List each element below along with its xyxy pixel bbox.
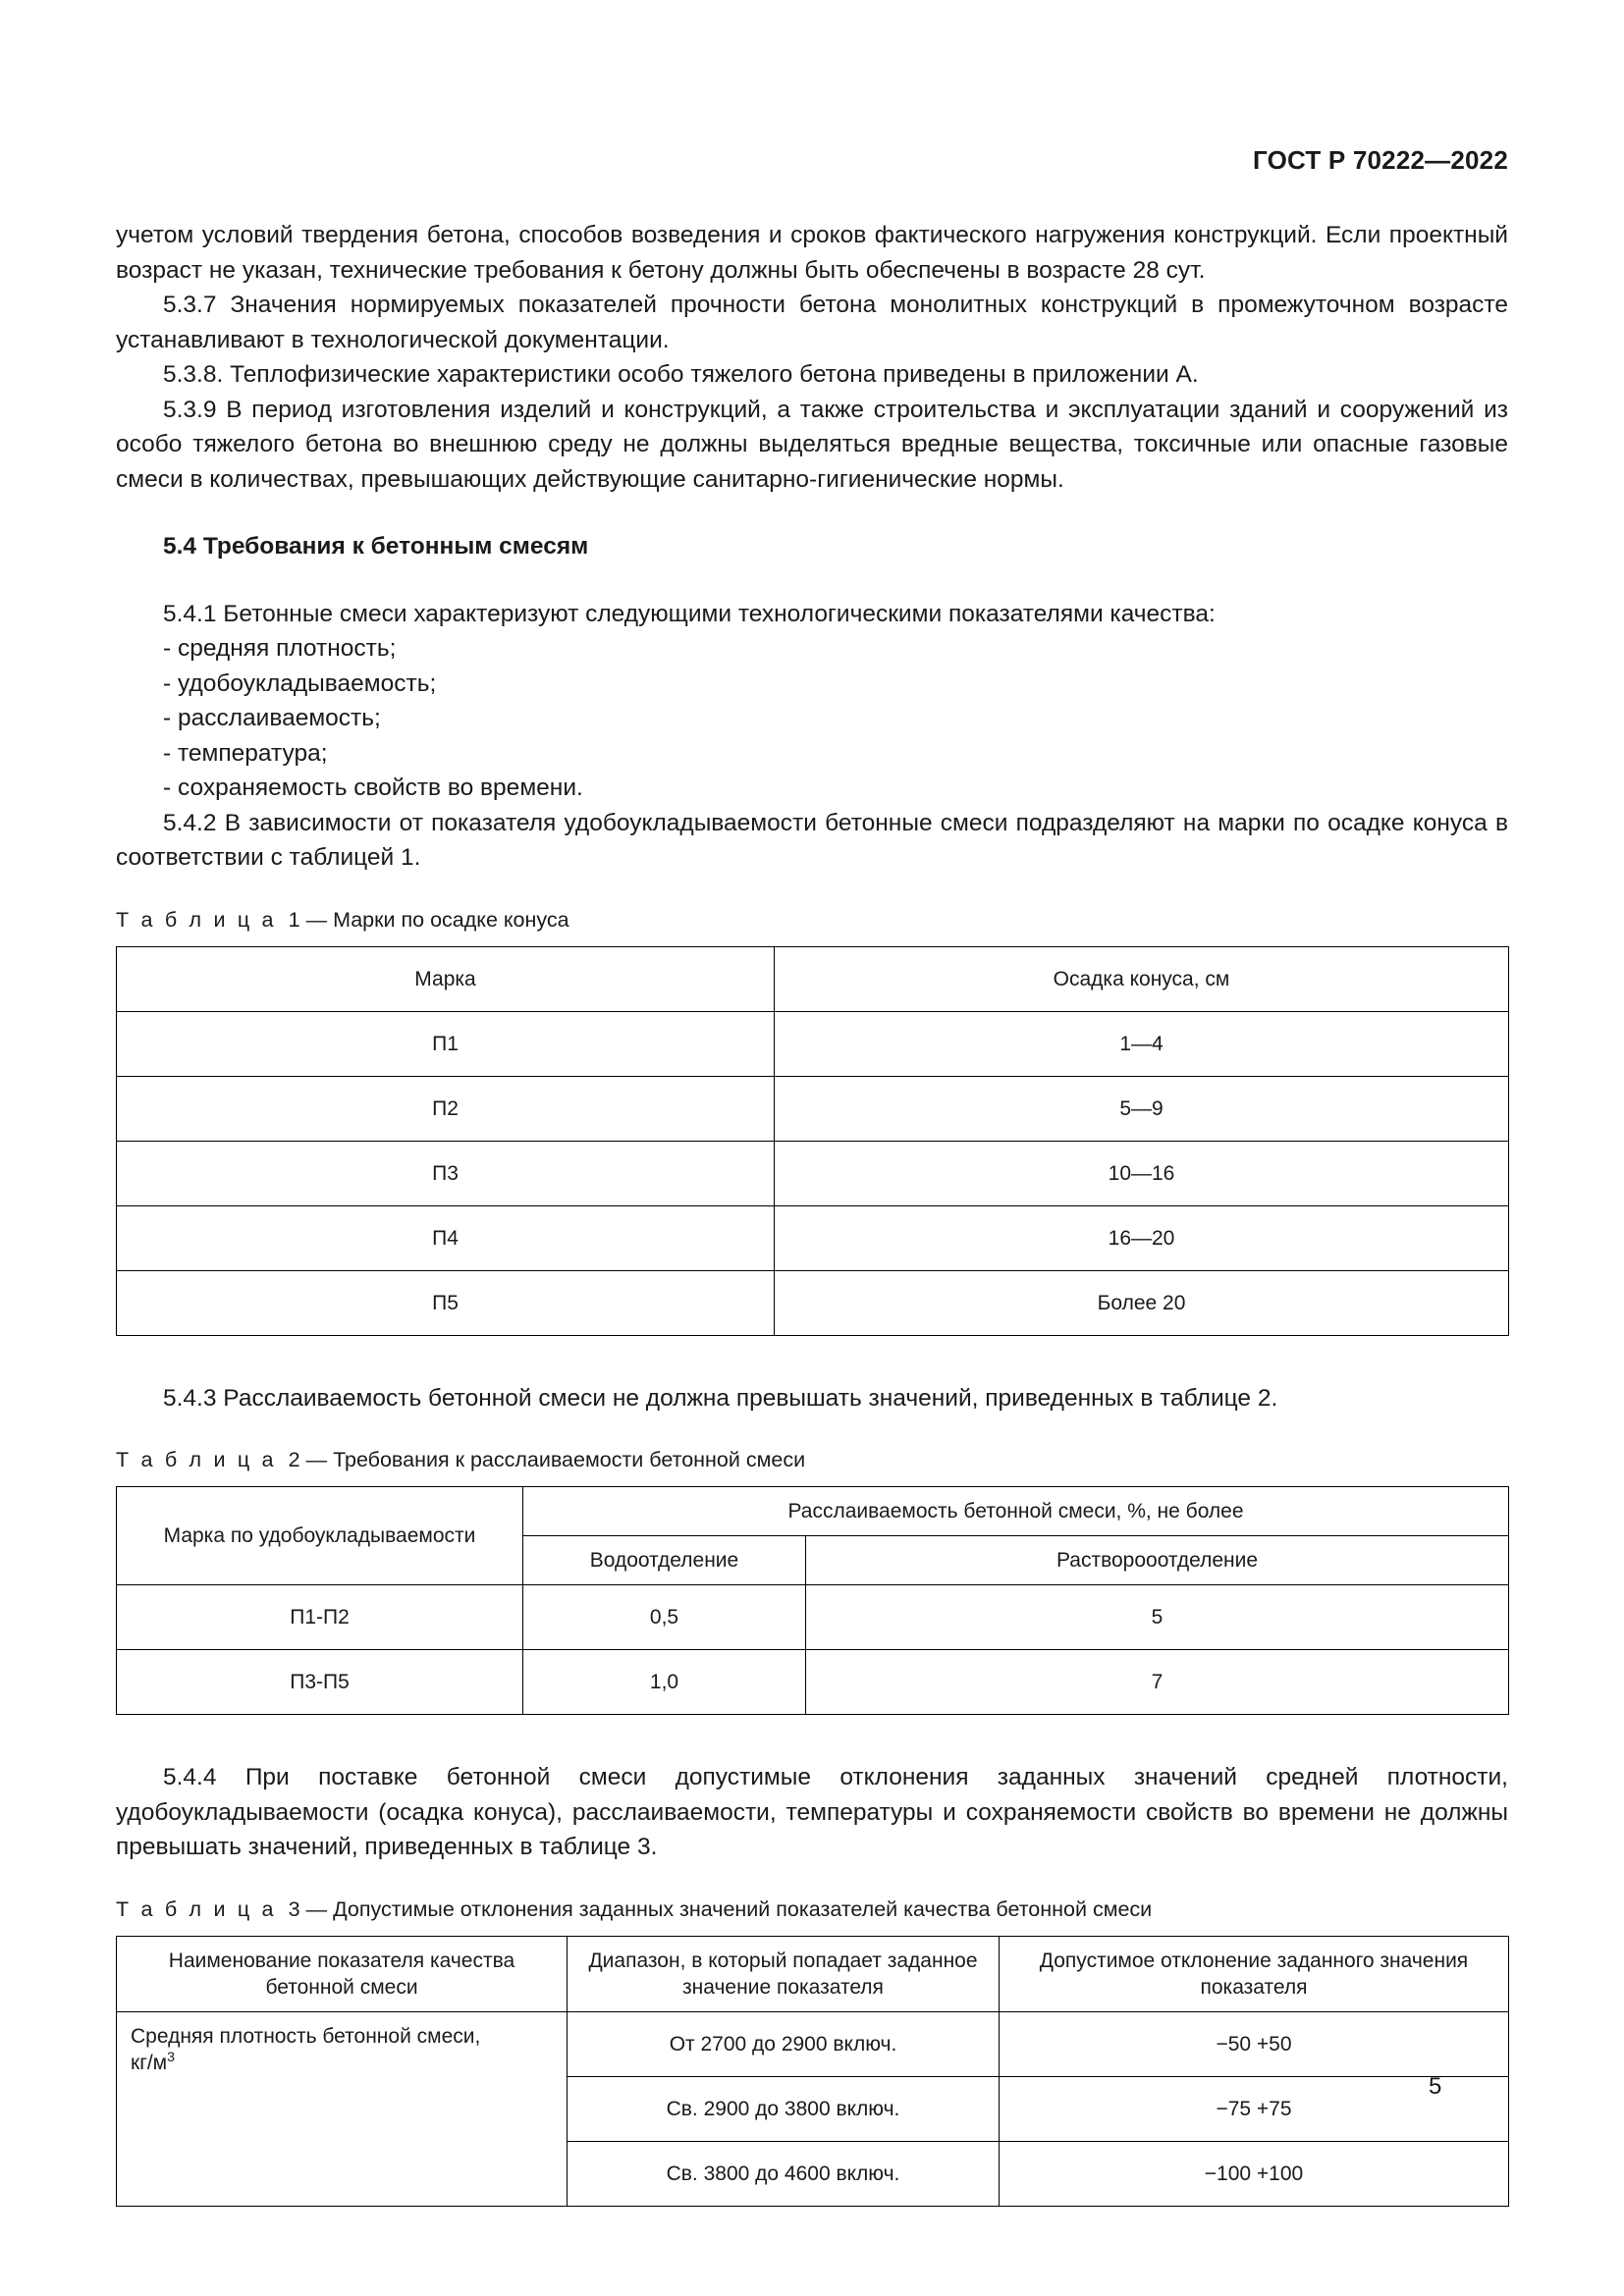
table3-caption-title: Допустимые отклонения заданных значений показателей качества бетонной смеси bbox=[333, 1896, 1153, 1921]
table3-header-deviation: Допустимое отклонение заданного значения показателя bbox=[1000, 1936, 1509, 2011]
table2-cell-grade: П1-П2 bbox=[117, 1585, 523, 1650]
table1-cell-slump: 16—20 bbox=[775, 1205, 1509, 1270]
paragraph-5-3-7: 5.3.7 Значения нормируемых показателей прочности бетона монолитных конструкций в промежуточном возрасте устанавливают в технологической документации. bbox=[116, 292, 1508, 353]
table1-caption-dash: — bbox=[305, 907, 328, 932]
table2-cell-mortar: 5 bbox=[806, 1585, 1509, 1650]
paragraph-5-3-9: 5.3.9 В период изготовления изделий и конструкций, а также строительства и эксплуатации зданий и сооружений из особо тяжелого бетона во внешнюю среду не должны выделяться вредные вещества, токсичные или опасные газовые смеси в количествах, превышающих действующие санитарно-гигиенические нормы. bbox=[116, 396, 1508, 493]
page-number: 5 bbox=[1429, 2073, 1442, 2100]
table3-cell-range: От 2700 до 2900 включ. bbox=[568, 2011, 1000, 2076]
table1-cell-grade: П1 bbox=[117, 1011, 775, 1076]
table3-indicator-unit bbox=[131, 2049, 176, 2074]
table-2-segregation-requirements bbox=[116, 1486, 1509, 1715]
table1-cell-slump: Более 20 bbox=[775, 1270, 1509, 1335]
table1-cell-grade: П2 bbox=[117, 1076, 775, 1141]
paragraph-5-4-2: 5.4.2 В зависимости от показателя удобоукладываемости бетонные смеси подразделяют на марки по осадке конуса в соответствии с таблицей 1. bbox=[116, 809, 1508, 871]
document-header-standard-number: ГОСТ Р 70222—2022 bbox=[1253, 145, 1508, 175]
table-header-row bbox=[117, 946, 1509, 1011]
table1-cell-slump: 5—9 bbox=[775, 1076, 1509, 1141]
table-row bbox=[117, 1650, 1509, 1715]
table1-caption bbox=[116, 905, 1508, 934]
table3-cell-range: Св. 2900 до 3800 включ. bbox=[568, 2076, 1000, 2141]
table1-cell-slump: 10—16 bbox=[775, 1141, 1509, 1205]
table1-cell-grade: П3 bbox=[117, 1141, 775, 1205]
table2-cell-grade: П3-П5 bbox=[117, 1650, 523, 1715]
table-3-permissible-deviations bbox=[116, 1936, 1509, 2207]
table2-caption-number: 2 bbox=[288, 1448, 300, 1471]
table2-caption-label: Т а б л и ц а bbox=[116, 1448, 277, 1471]
table3-cell-deviation: −75 +75 bbox=[1000, 2076, 1509, 2141]
paragraph-5-4-3: 5.4.3 Расслаиваемость бетонной смеси не должна превышать значений, приведенных в таблице 2. bbox=[163, 1384, 1278, 1412]
list-item: - удобоукладываемость; bbox=[163, 669, 437, 697]
table-row bbox=[117, 1585, 1509, 1650]
paragraph-continued: учетом условий твердения бетона, способов возведения и сроков фактического нагружения конструкций. Если проектный возраст не указан, технические требования к бетону должны быть обеспечены в возрасте 28 сут. bbox=[116, 222, 1508, 284]
table3-header-indicator-name: Наименование показателя качества бетонной смеси bbox=[117, 1936, 568, 2011]
table-row bbox=[117, 1205, 1509, 1270]
document-content bbox=[116, 218, 1508, 2207]
table2-caption-title: Требования к расслаиваемости бетонной смеси bbox=[333, 1448, 806, 1471]
table-row bbox=[117, 1011, 1509, 1076]
list-item: - температура; bbox=[163, 739, 328, 767]
table2-header-workability-grade: Марка по удобоукладываемости bbox=[117, 1487, 523, 1585]
table3-cell-deviation: −100 +100 bbox=[1000, 2141, 1509, 2206]
paragraph-5-4-4: 5.4.4 При поставке бетонной смеси допустимые отклонения заданных значений средней плотности, удобоукладываемости (осадка конуса), расслаиваемости, температуры и сохраняемости свойств во времени не должны превышать значений, приведенных в таблице 3. bbox=[116, 1764, 1508, 1860]
paragraph-5-3-8: 5.3.8. Теплофизические характеристики особо тяжелого бетона приведены в приложении А. bbox=[163, 361, 1199, 388]
list-item: - сохраняемость свойств во времени. bbox=[163, 774, 583, 801]
table1-caption-title: Марки по осадке конуса bbox=[333, 907, 569, 932]
table2-caption-dash: — bbox=[305, 1448, 328, 1471]
table2-cell-water: 1,0 bbox=[523, 1650, 806, 1715]
table2-caption bbox=[116, 1445, 1508, 1474]
list-item: - средняя плотность; bbox=[163, 635, 397, 662]
table3-caption-label: Т а б л и ц а bbox=[116, 1896, 277, 1921]
section-heading-5-4: 5.4 Требования к бетонным смесям bbox=[163, 533, 589, 560]
table3-caption-number: 3 bbox=[288, 1896, 300, 1921]
table3-cell-indicator-name bbox=[117, 2011, 568, 2206]
table3-caption-dash: — bbox=[305, 1896, 328, 1921]
table3-indicator-unit-base: кг/м bbox=[131, 2051, 168, 2074]
table3-indicator-unit-exponent: 3 bbox=[167, 2049, 176, 2065]
quality-indicator-list bbox=[116, 631, 1508, 806]
table-row bbox=[117, 2011, 1509, 2076]
table3-header-range: Диапазон, в который попадает заданное значение показателя bbox=[568, 1936, 1000, 2011]
table3-cell-deviation: −50 +50 bbox=[1000, 2011, 1509, 2076]
table1-caption-number: 1 bbox=[288, 907, 300, 932]
table-row bbox=[117, 1141, 1509, 1205]
table-row bbox=[117, 1076, 1509, 1141]
table-1-slump-grades bbox=[116, 946, 1509, 1336]
list-item: - расслаиваемость; bbox=[163, 705, 381, 731]
table-row bbox=[117, 1270, 1509, 1335]
table-header-row bbox=[117, 1487, 1509, 1536]
table2-header-mortar-separation: Растворооотделение bbox=[806, 1536, 1509, 1585]
table2-header-water-separation: Водоотделение bbox=[523, 1536, 806, 1585]
table1-header-grade: Марка bbox=[117, 946, 775, 1011]
table1-cell-slump: 1—4 bbox=[775, 1011, 1509, 1076]
table1-header-slump: Осадка конуса, см bbox=[775, 946, 1509, 1011]
table3-cell-range: Св. 3800 до 4600 включ. bbox=[568, 2141, 1000, 2206]
table3-indicator-name-text: Средняя плотность бетонной смеси, bbox=[131, 2024, 481, 2048]
table3-caption bbox=[116, 1895, 1508, 1924]
table2-header-segregation-group: Расслаиваемость бетонной смеси, %, не более bbox=[523, 1487, 1509, 1536]
table2-cell-mortar: 7 bbox=[806, 1650, 1509, 1715]
table1-cell-grade: П5 bbox=[117, 1270, 775, 1335]
paragraph-5-4-1: 5.4.1 Бетонные смеси характеризуют следующими технологическими показателями качества: bbox=[163, 600, 1216, 627]
table2-cell-water: 0,5 bbox=[523, 1585, 806, 1650]
table-header-row bbox=[117, 1936, 1509, 2011]
table1-cell-grade: П4 bbox=[117, 1205, 775, 1270]
table1-caption-label: Т а б л и ц а bbox=[116, 907, 277, 932]
